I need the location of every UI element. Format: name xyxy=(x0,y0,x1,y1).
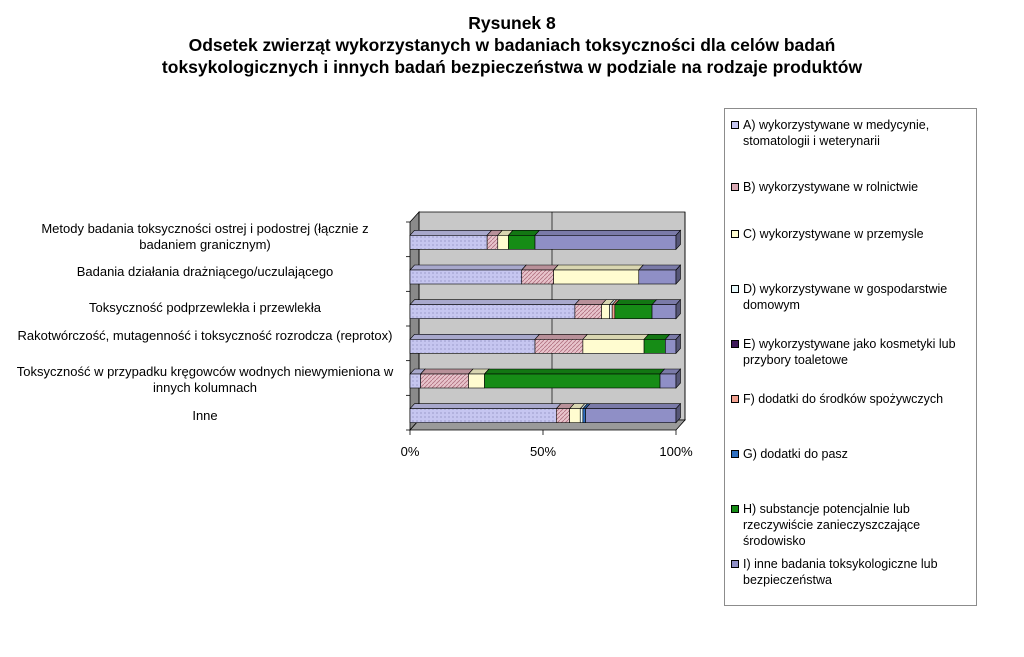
bar-top-face xyxy=(652,300,680,305)
bar-front-face xyxy=(535,235,676,249)
bar-front-face xyxy=(410,374,421,388)
bar-front-face xyxy=(615,305,652,319)
bar-front-face xyxy=(498,235,509,249)
legend-item xyxy=(731,226,975,242)
bar-front-face xyxy=(522,270,554,284)
legend-swatch xyxy=(731,121,739,129)
bar-segment xyxy=(410,300,579,319)
bar-top-face xyxy=(410,334,540,339)
bar-front-face xyxy=(610,305,613,319)
category-label: Toksyczność podprzewlekła i przewlekła xyxy=(89,300,321,315)
bar-front-face xyxy=(644,339,665,353)
bar-top-face xyxy=(639,265,681,270)
bar-segment xyxy=(410,265,526,284)
bar-front-face xyxy=(410,270,522,284)
bar-front-face xyxy=(487,235,498,249)
legend-label: B) wykorzystywane w rolnictwie xyxy=(743,180,919,194)
bar-top-face xyxy=(586,404,681,409)
bar-top-face xyxy=(410,265,526,270)
legend-swatch xyxy=(731,560,739,568)
bar-segment xyxy=(421,369,473,388)
bar-segment xyxy=(410,230,492,249)
bar-top-face xyxy=(410,300,579,305)
chart-legend xyxy=(724,108,977,606)
bar-segment xyxy=(522,265,558,284)
legend-item xyxy=(731,336,975,368)
legend-swatch xyxy=(731,450,739,458)
bar-segment xyxy=(535,334,587,353)
bar-front-face xyxy=(410,339,535,353)
legend-item xyxy=(731,446,975,462)
bar-front-face xyxy=(410,305,575,319)
bar-segment xyxy=(410,334,540,353)
legend-label: H) substancje potencjalnie lub rzeczywiście zanieczyszczające środowisko xyxy=(743,502,921,548)
bar-segment xyxy=(615,300,657,319)
legend-label: C) wykorzystywane w przemysle xyxy=(743,227,924,241)
bar-top-face xyxy=(421,369,473,374)
bar-segment xyxy=(410,404,561,423)
category-label: Metody badania toksyczności ostrej i podostrej (łącznie z badaniem granicznym) xyxy=(41,221,369,252)
bar-top-face xyxy=(554,265,644,270)
legend-item xyxy=(731,281,975,313)
bar-segment xyxy=(554,265,644,284)
legend-swatch xyxy=(731,230,739,238)
bar-top-face xyxy=(508,230,539,235)
bar-top-face xyxy=(535,334,587,339)
legend-label: I) inne badania toksykologiczne lub bezpieczeństwa xyxy=(743,557,938,587)
chart-title-line-2: toksykologicznych i innych badań bezpieczeństwa w podziale na rodzaje produktów xyxy=(161,57,863,77)
bar-segment xyxy=(535,230,680,249)
category-label: Rakotwórczość, mutagenność i toksyczność rozrodcza (reprotox) xyxy=(17,328,393,343)
legend-item xyxy=(731,179,975,195)
legend-label: A) wykorzystywane w medycynie, stomatologii i weterynarii xyxy=(743,118,930,148)
bar-top-face xyxy=(522,265,558,270)
category-label: Badania działania drażniącego/uczulającego xyxy=(76,264,334,279)
bar-front-face xyxy=(410,235,487,249)
bar-front-face xyxy=(583,409,586,423)
bar-front-face xyxy=(410,409,556,423)
legend-label: D) wykorzystywane w gospodarstwie domowym xyxy=(743,282,948,312)
legend-swatch xyxy=(731,285,739,293)
bar-front-face xyxy=(556,409,569,423)
legend-swatch xyxy=(731,183,739,191)
bar-front-face xyxy=(554,270,639,284)
legend-item xyxy=(731,117,975,149)
legend-swatch xyxy=(731,340,739,348)
bar-front-face xyxy=(575,305,602,319)
bar-top-face xyxy=(410,404,561,409)
bar-top-face xyxy=(583,334,649,339)
bar-top-face xyxy=(410,230,492,235)
bar-front-face xyxy=(652,305,676,319)
bar-top-face xyxy=(615,300,657,305)
bar-top-face xyxy=(575,300,606,305)
legend-label: E) wykorzystywane jako kosmetyki lub przybory toaletowe xyxy=(743,337,956,367)
legend-label: G) dodatki do pasz xyxy=(743,447,848,461)
bar-top-face xyxy=(484,369,664,374)
bar-segment xyxy=(484,369,664,388)
bar-segment xyxy=(583,334,649,353)
bar-front-face xyxy=(421,374,469,388)
category-label: Toksyczność w przypadku kręgowców wodnych niewymieniona w innych kolumnach xyxy=(16,364,394,395)
bar-front-face xyxy=(586,409,676,423)
bar-front-face xyxy=(580,409,583,423)
category-label: Inne xyxy=(192,408,218,423)
legend-item xyxy=(731,391,975,407)
x-tick-label: 100% xyxy=(659,444,693,459)
bar-segment xyxy=(639,265,681,284)
bar-front-face xyxy=(570,409,581,423)
figure-number: Rysunek 8 xyxy=(468,13,556,33)
legend-item xyxy=(731,556,975,588)
bar-front-face xyxy=(660,374,676,388)
bar-front-face xyxy=(508,235,535,249)
legend-swatch xyxy=(731,505,739,513)
bar-top-face xyxy=(535,230,680,235)
bar-front-face xyxy=(639,270,676,284)
bar-front-face xyxy=(602,305,610,319)
bar-front-face xyxy=(469,374,485,388)
legend-item xyxy=(731,501,975,549)
legend-label: F) dodatki do środków spożywczych xyxy=(743,392,944,406)
chart-title-line-1: Odsetek zwierząt wykorzystanych w badaniach toksyczności dla celów badań xyxy=(188,35,836,55)
bar-segment xyxy=(586,404,681,423)
x-tick-label: 0% xyxy=(400,444,420,459)
bar-front-face xyxy=(665,339,676,353)
bar-front-face xyxy=(535,339,583,353)
bar-front-face xyxy=(612,305,615,319)
bar-front-face xyxy=(484,374,660,388)
legend-swatch xyxy=(731,395,739,403)
x-tick-label: 50% xyxy=(529,444,557,459)
bar-front-face xyxy=(583,339,644,353)
